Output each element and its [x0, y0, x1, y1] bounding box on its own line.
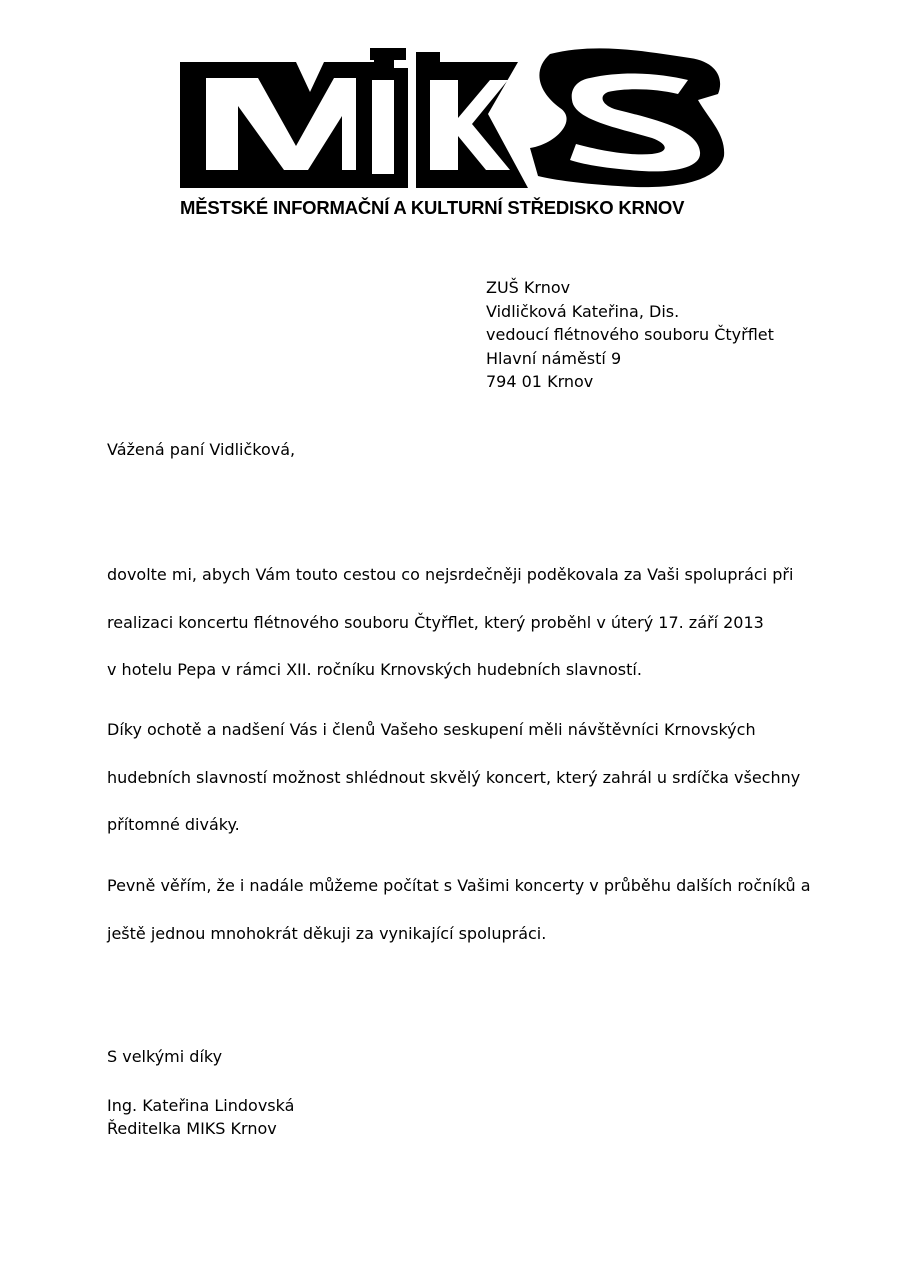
body-line: Díky ochotě a nadšení Vás i členů Vašeho seskupení měli návštěvníci Krnovských	[107, 720, 756, 739]
body-paragraph	[107, 862, 811, 957]
signature-title: Ředitelka MIKS Krnov	[107, 1119, 277, 1138]
body-line: ještě jednou mnohokrát děkuji za vynikající spolupráci.	[107, 923, 547, 943]
body-line: v hotelu Pepa v rámci XII. ročníku Krnovských hudebních slavností.	[107, 660, 642, 679]
body-line: dovolte mi, abych Vám touto cestou co nejsrdečněji poděkovala za Vaši spolupráci při	[107, 565, 794, 584]
organization-name: MĚSTSKÉ INFORMAČNÍ A KULTURNÍ STŘEDISKO KRNOV	[180, 197, 685, 218]
recipient-line: vedoucí flétnového souboru Čtyřflet	[486, 325, 774, 344]
body-paragraph	[107, 551, 807, 694]
body-line: hudebních slavností možnost shlédnout skvělý koncert, který zahrál u srdíčka všechny	[107, 767, 801, 787]
signature-name: Ing. Kateřina Lindovská	[107, 1096, 295, 1115]
recipient-line: ZUŠ Krnov	[486, 278, 571, 297]
body-line: přítomné diváky.	[107, 815, 240, 834]
recipient-line: 794 01 Krnov	[486, 372, 594, 391]
recipient-line: Hlavní náměstí 9	[486, 348, 622, 368]
body-line: realizaci koncertu flétnového souboru Čtyřflet, který proběhl v úterý 17. září 2013	[107, 612, 764, 632]
recipient-address	[486, 276, 774, 394]
body-line: Pevně věřím, že i nadále můžeme počítat s Vašimi koncerty v průběhu dalších ročníků a	[107, 876, 811, 895]
recipient-line: Vidličková Kateřina, Dis.	[486, 301, 680, 321]
body-paragraph	[107, 706, 807, 849]
signature-block	[107, 1094, 294, 1140]
miks-logo	[178, 48, 728, 188]
salutation: Vážená paní Vidličková,	[107, 440, 296, 459]
closing: S velkými díky	[107, 1047, 223, 1066]
